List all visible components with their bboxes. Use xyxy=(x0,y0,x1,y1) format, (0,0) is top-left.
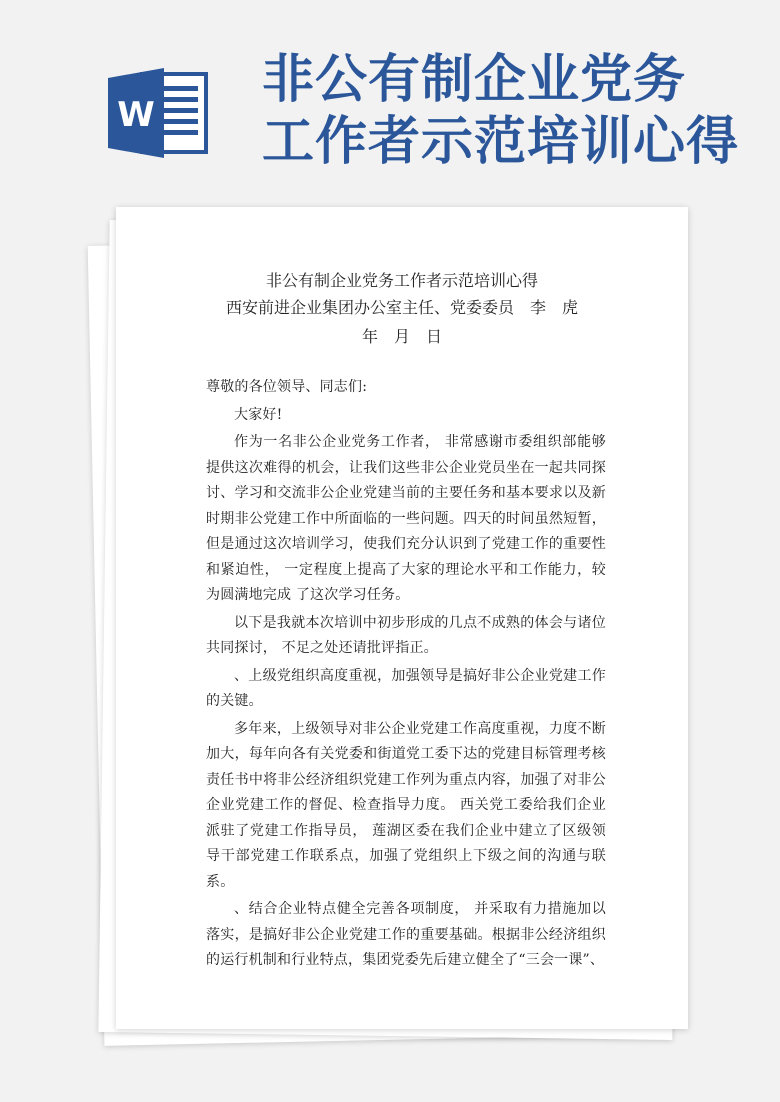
page-title-line-1: 非公有制企业党务 xyxy=(262,50,687,110)
body-paragraph: 多年来，上级领导对非公企业党建工作高度重视，力度不断加大，每年向各有关党委和街道党工委下达的党建目标管理考核责任书中将非公经济组织党建工作列为重点内容，加强了对非公企业党建工作的督促、检查指导力度。 西关党工委给我们企业派驻了党建工作指导员， 莲湖区委在我们企业中建立了区级领导干部党建工作联系点，加强了党组织上下级之间的沟通与联系。 xyxy=(206,720,606,890)
word-document-icon xyxy=(108,68,208,158)
page-title-line-2: 工作者示范培训心得 xyxy=(262,112,740,172)
document-date-line: 年 月 日 xyxy=(361,327,442,346)
section-heading: 、上级党组织高度重视，加强领导是搞好非公企业党建工作的关键。 xyxy=(206,667,606,709)
body-paragraph: 作为一名非公企业党务工作者， 非常感谢市委组织部能够提供这次难得的机会，让我们这些非公企业党员坐在一起共同探讨、学习和交流非公企业党建当前的主要任务和基本要求以及新时期非公党建工作中所面临的一些问题。四天的时间虽然短暂，但是通过这次培训学习，使我们充分认识到了党建工作的重要性和紧迫性， 一定程度上提高了大家的理论水平和工作能力，较为圆满地完成 了这次学习任务。 xyxy=(206,434,606,603)
greeting: 大家好! xyxy=(234,406,283,423)
salutation: 尊敬的各位领导、同志们: xyxy=(206,379,368,395)
section-heading: 、结合企业特点健全完善各项制度， 并采取有力措施加以落实，是搞好非公企业党建工作的重要基础。根据非公经济组织的运行机制和行业特点，集团党委先后建立健全了“三会一课”、 xyxy=(206,901,606,968)
body-paragraph: 以下是我就本次培训中初步形成的几点不成熟的体会与诸位共同探讨， 不足之处还请批评指正。 xyxy=(206,614,606,656)
document-body xyxy=(206,375,606,976)
document-page xyxy=(116,207,688,1029)
document-author-line: 西安前进企业集团办公室主任、党委委员 李 虎 xyxy=(225,298,578,317)
document-heading: 非公有制企业党务工作者示范培训心得 xyxy=(265,271,538,290)
word-icon-letter: W xyxy=(117,95,155,135)
